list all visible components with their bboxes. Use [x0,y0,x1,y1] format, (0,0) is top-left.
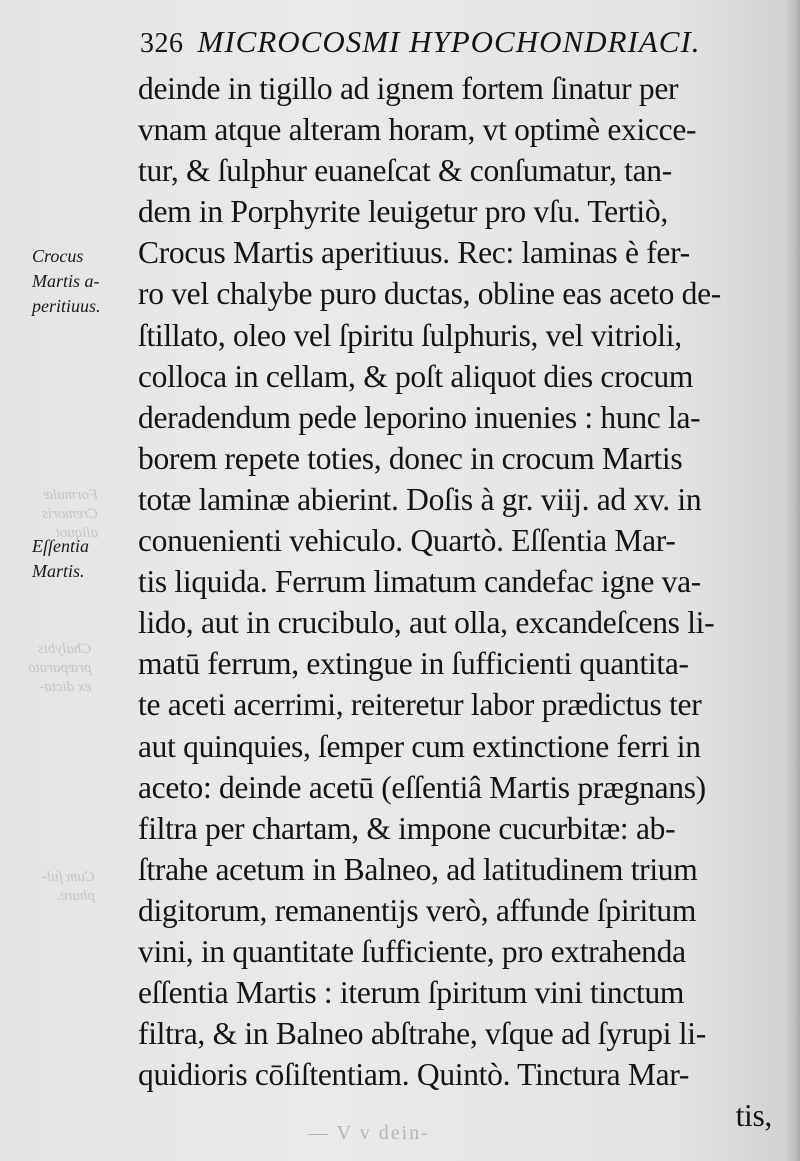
margin-note-line: Martis a- [32,271,100,291]
text-line: borem repete toties, donec in crocum Martis [138,440,683,476]
margin-note-essentia [32,534,89,584]
main-text-block [138,68,786,1136]
text-line: Crocus Martis aperitiuus. Rec: laminas è fer- [138,235,690,271]
text-line: vini, in quantitate ſufficiente, pro extrahenda [138,933,686,969]
text-line: dem in Porphyrite leuigetur pro vſu. Tertiò, [138,194,668,230]
page-edge-shadow [786,0,800,1161]
text-line: tis liquida. Ferrum limatum candefac igne va- [138,564,701,600]
page-number: 326 [140,28,184,59]
text-line: lido, aut in crucibulo, aut olla, excandeſcens li- [138,605,715,641]
margin-note-line: Eſſentia [32,536,89,556]
bleed-through-text: Formulæ Cremoris aliquot [42,487,99,541]
margin-note-line: peritiuus. [32,296,101,316]
text-line-last: tis, [735,1098,772,1134]
text-line: conuenienti vehiculo. Quartò. Eſſentia Mar- [138,523,676,559]
margin-note-crocus [32,244,101,319]
text-line: totæ laminæ abierint. Doſis à gr. viij. ad xv. in [138,481,702,517]
text-line: vnam atque alteram horam, vt optimè exicce- [138,112,697,148]
text-line: aut quinquies, ſemper cum extinctione ferri in [138,728,701,764]
text-line: ſtillato, oleo vel ſpiritu ſulphuris, vel vitrioli, [138,317,682,353]
text-line: eſſentia Martis : iterum ſpiritum vini tinctum [138,975,685,1011]
running-head: MICROCOSMI HYPOCHONDRIACI. [197,24,701,59]
bleed-through-text: Cum ſul- phure. [42,869,95,904]
bleed-through-catchword: — V v dein- [308,1122,430,1144]
margin-note-line: Crocus [32,246,84,266]
bleed-through-text: Chalybis præparato ex dicta- [28,641,92,695]
text-line: deradendum pede leporino inuenies : hunc la- [138,399,701,435]
text-line: ſtrahe acetum in Balneo, ad latitudinem trium [138,851,698,887]
text-line: deinde in tigillo ad ignem fortem ſinatur per [138,71,679,106]
text-line: tur, & ſulphur euaneſcat & conſumatur, tan- [138,153,672,189]
text-line: aceto: deinde acetū (eſſentiâ Martis prægnans) [138,769,706,805]
text-line: quidioris cōſiſtentiam. Quintò. Tinctura Mar- [138,1057,690,1093]
page-header [140,20,701,64]
text-line: colloca in cellam, & poſt aliquot dies crocum [138,358,694,394]
text-line: te aceti acerrimi, reiteretur labor prædictus ter [138,687,702,723]
margin-note-line: Martis. [32,561,85,581]
text-line: filtra per chartam, & impone cucurbitæ: ab- [138,810,676,846]
text-line: digitorum, remanentijs verò, affunde ſpiritum [138,892,697,928]
text-line: ro vel chalybe puro ductas, obline eas aceto de- [138,276,721,312]
text-line: filtra, & in Balneo abſtrahe, vſque ad ſyrupi li- [138,1016,706,1052]
text-line: matū ferrum, extingue in ſufficienti quantita- [138,646,689,682]
